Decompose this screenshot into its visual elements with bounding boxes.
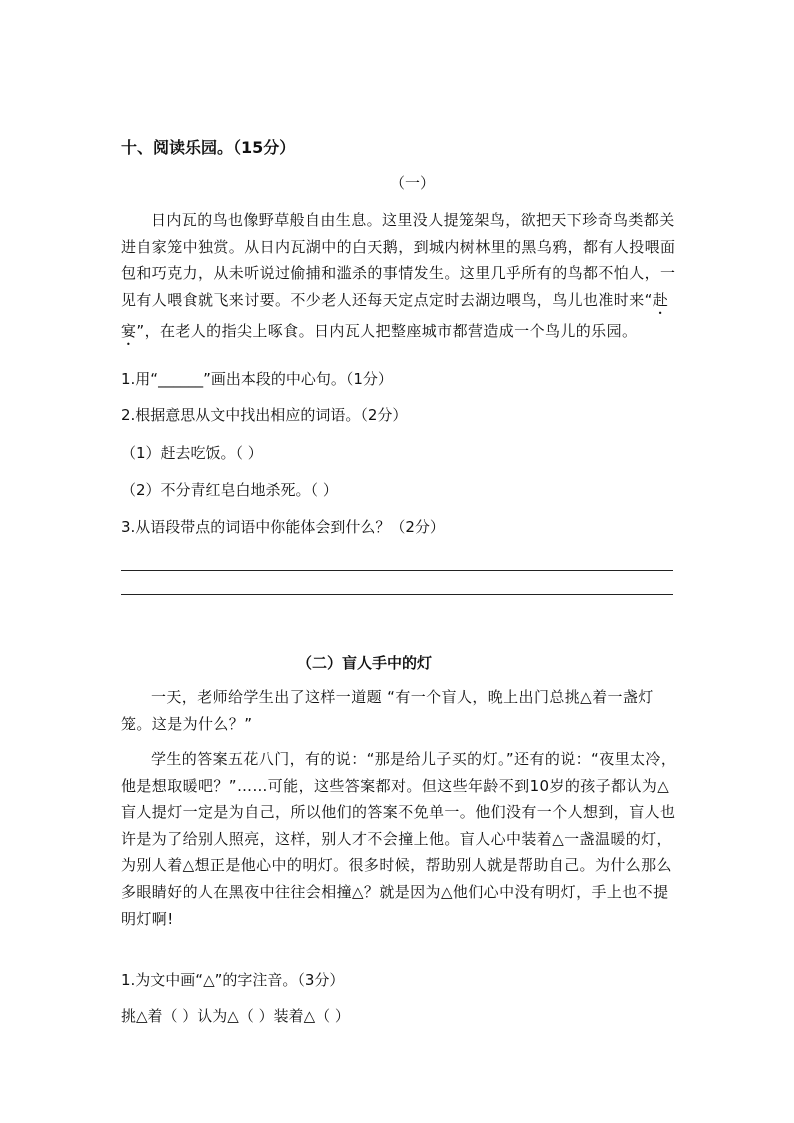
question-1-3: 3.从语段带点的词语中你能体会到什么？（2分） [121, 518, 445, 536]
question-2-1: 1.为文中画“△”的字注音。（3分） [121, 971, 345, 989]
part-one-heading: （一） [390, 174, 436, 192]
answer-line-1[interactable] [121, 570, 673, 571]
question-1-1: 1.用“______”画出本段的中心句。（1分） [121, 370, 393, 388]
part-one-passage [121, 207, 677, 349]
part-two-paragraph-2: 学生的答案五花八门，有的说：“那是给儿子买的灯。”还有的说：“夜里太冷，他是想取暖吧？”……可能，这些答案都对。但这些年龄不到10岁的孩子都认为△盲人提灯一定是为自己，所以他们的答案不免单一。他们没有一个人想到，盲人也许是为了给别人照亮，这样，别人才不会撞上他。盲人心中装着△一盏温暖的灯，为别人着△想正是他心中的明灯。很多时候，帮助别人就是帮助自己。为什么那么多眼睛好的人在黑夜中往往会相撞△？就是因为△他们心中没有明灯，手上也不提明灯啊! [121, 750, 677, 928]
question-1-2-item-2: （2）不分青红皂白地杀死。（ ） [121, 481, 338, 499]
passage-text-b: ”，在老人的指尖上啄食。日内瓦人把整座城市都营造成一个鸟儿的乐园。 [136, 321, 638, 340]
question-2-1-fill: 挑△着（ ）认为△（ ）装着△（ ） [121, 1007, 350, 1025]
question-1-2: 2.根据意思从文中找出相应的词语。（2分） [121, 406, 408, 424]
part-two-paragraph-1: 一天，老师给学生出了这样一道题 “有一个盲人，晚上出门总挑△着一盏灯笼。这是为什么？” [121, 688, 654, 733]
passage-text-a: 日内瓦的鸟也像野草般自由生息。这里没人提笼架鸟，欲把天下珍奇鸟类都关进自家笼中独赏。从日内瓦湖中的白天鹅，到城内树林里的黑乌鸦，都有人投喂面包和巧克力，从未听说过偷捕和滥杀的事情发生。这里几乎所有的鸟都不怕人，一见有人喂食就飞来讨要。不少老人还每天定点定时去湖边喂鸟，鸟儿也准时来“ [121, 211, 676, 309]
question-1-2-item-1: （1）赶去吃饭。（ ） [121, 444, 263, 462]
dotted-word: 赴宴 [121, 290, 669, 340]
answer-line-2[interactable] [121, 594, 673, 595]
section-title: 十、阅读乐园。（15分） [121, 138, 296, 157]
part-two-heading: （二）盲人手中的灯 [297, 654, 433, 672]
